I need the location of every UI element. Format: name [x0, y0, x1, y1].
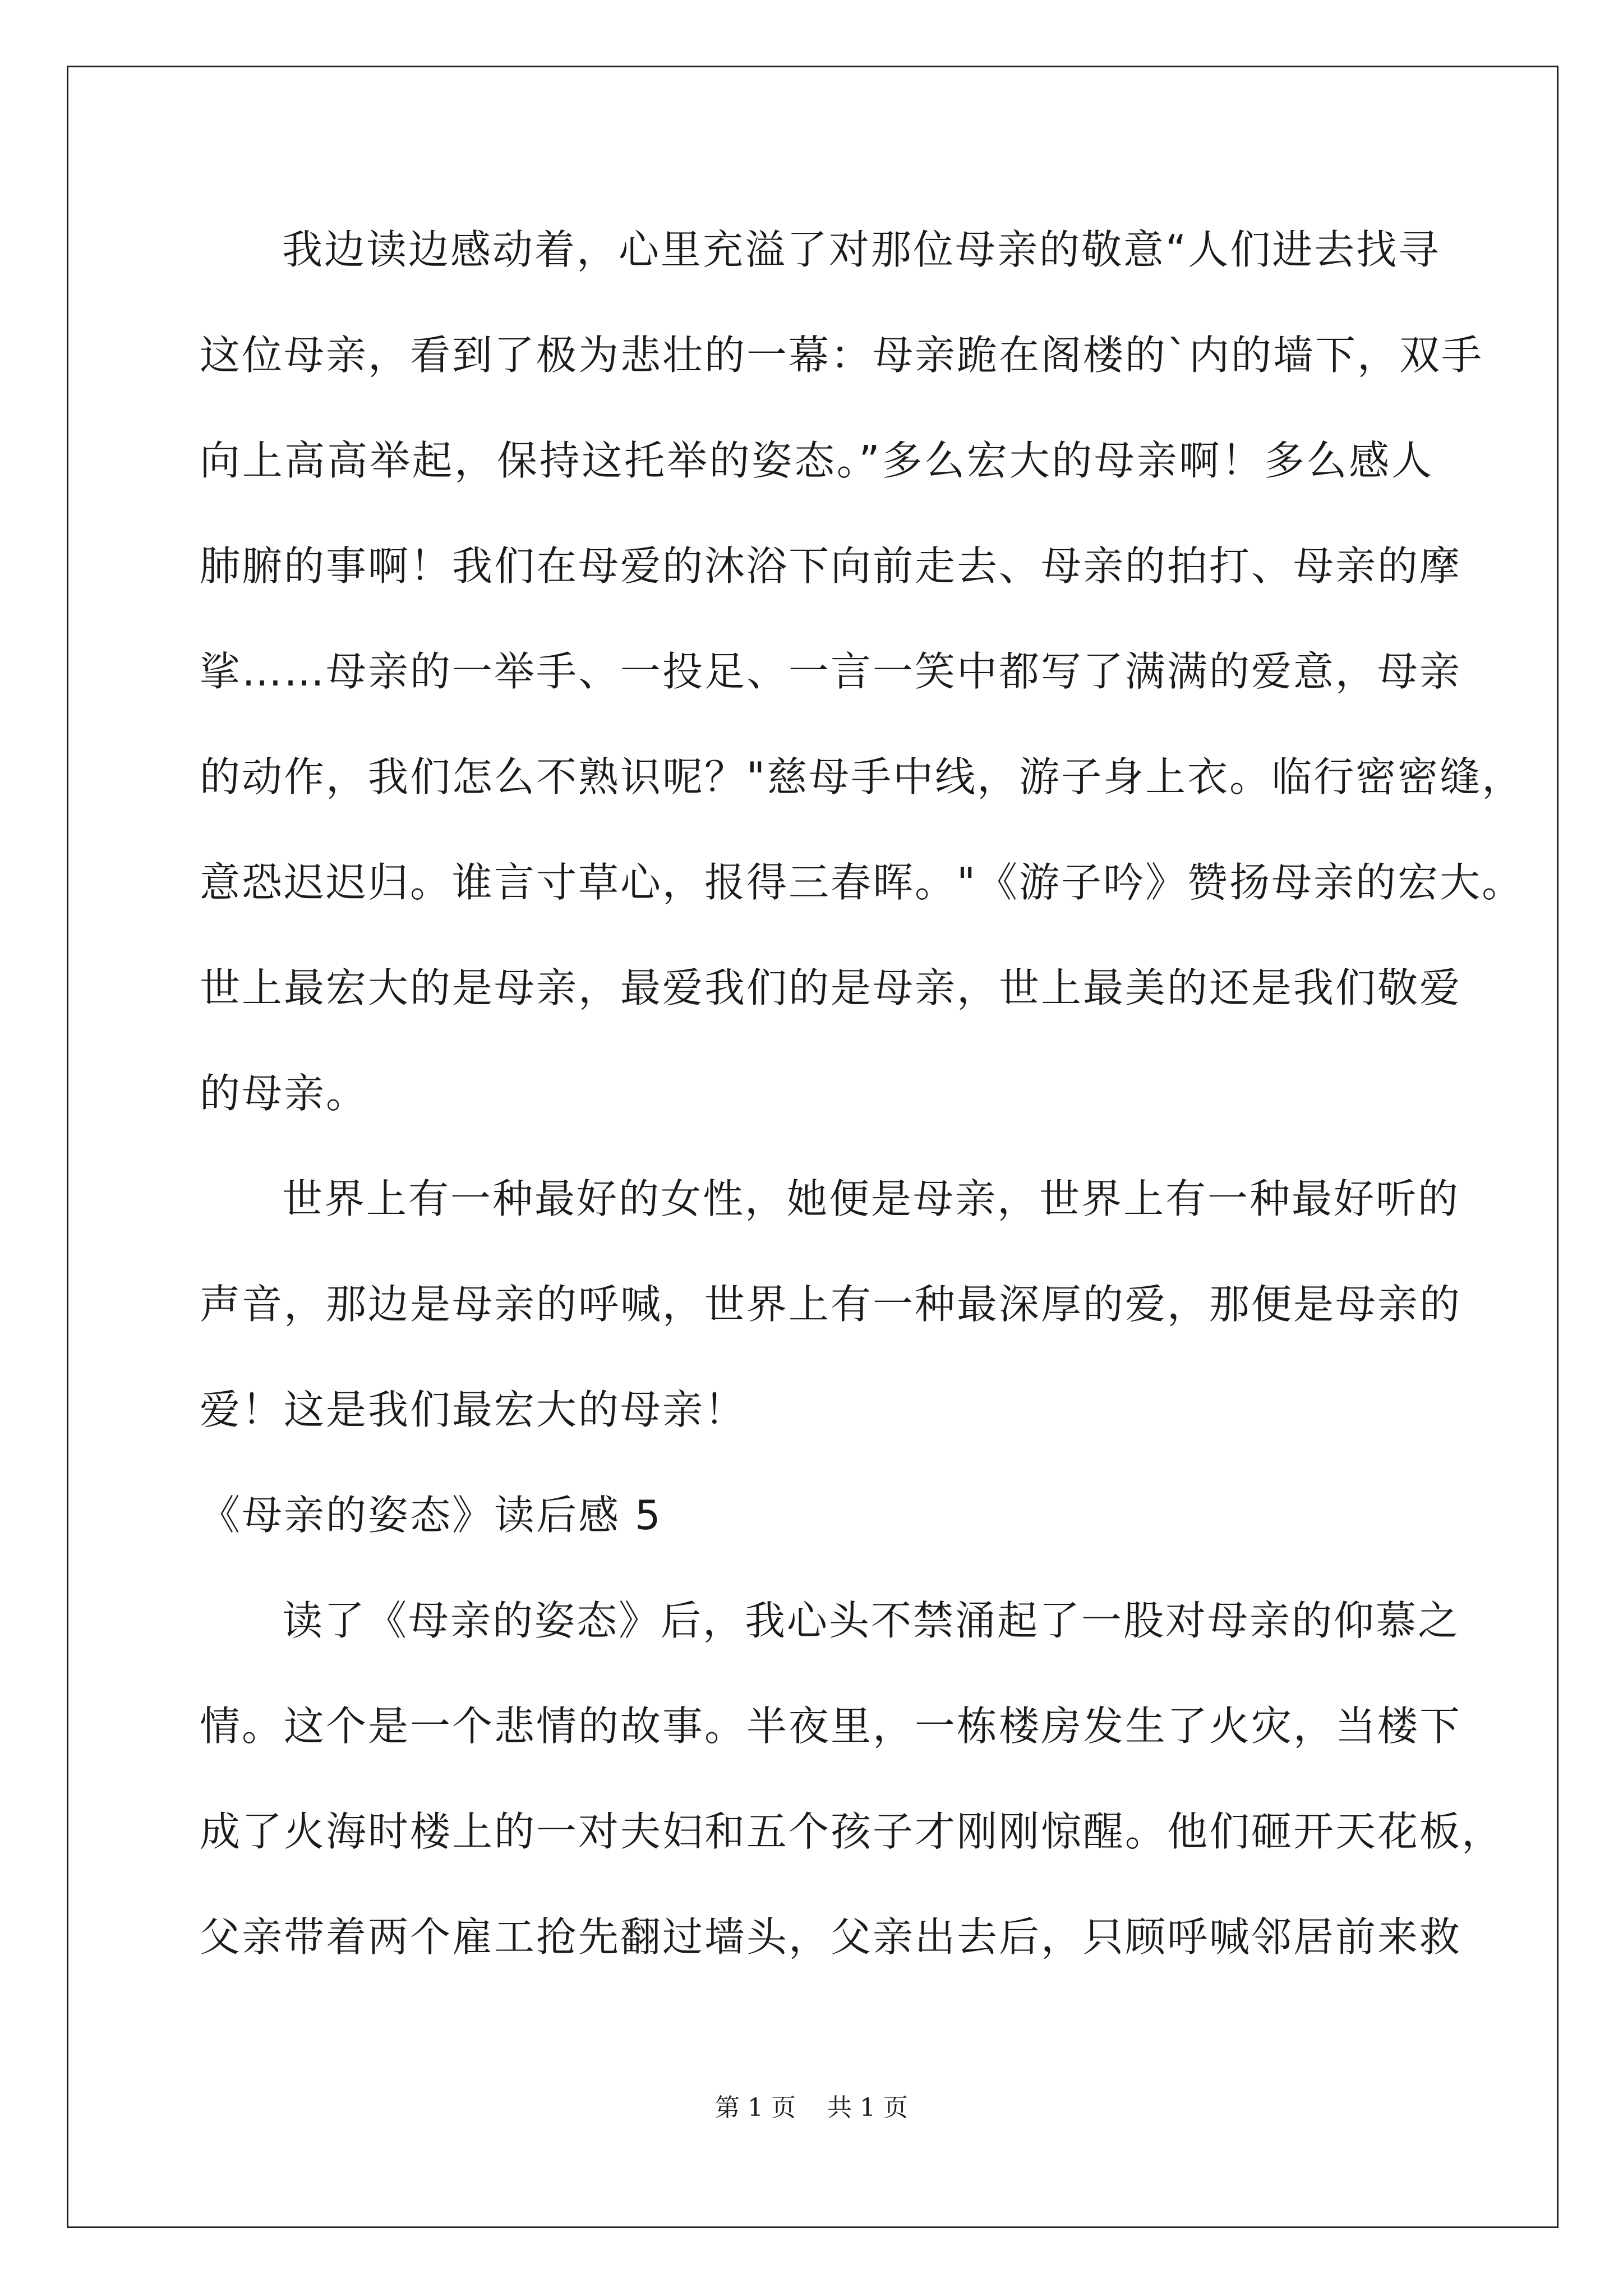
paragraph-1-line-3: 向上高高举起，保持这托举的姿态。”多么宏大的母亲啊！多么感人	[200, 437, 1433, 484]
page-footer: 第 1 页 共 1 页	[715, 2093, 908, 2122]
paragraph-1-line-9: 的母亲。	[200, 1070, 368, 1117]
paragraph-3-line-1: 读了《母亲的姿态》后，我心头不禁涌起了一股对母亲的仰慕之	[282, 1597, 1460, 1644]
section-heading: 《母亲的姿态》读后感 5	[200, 1492, 662, 1539]
paragraph-3-line-3: 成了火海时楼上的一对夫妇和五个孩子才刚刚惊醒。他们砸开天花板，	[200, 1808, 1504, 1855]
paragraph-1-line-2: 这位母亲，看到了极为悲壮的一幕：母亲跪在阁楼的`内的墙下，双手	[200, 332, 1484, 379]
paragraph-1-line-8: 世上最宏大的是母亲，最爱我们的是母亲，世上最美的还是我们敬爱	[200, 964, 1462, 1011]
paragraph-3-line-2: 情。这个是一个悲情的故事。半夜里，一栋楼房发生了火灾，当楼下	[200, 1703, 1462, 1750]
paragraph-2-line-2: 声音，那边是母亲的呼喊，世界上有一种最深厚的爱，那便是母亲的	[200, 1281, 1462, 1328]
paragraph-3-line-4: 父亲带着两个雇工抢先翻过墙头，父亲出去后，只顾呼喊邻居前来救	[200, 1913, 1462, 1961]
paragraph-1-line-1: 我边读边感动着，心里充溢了对那位母亲的敬意“人们进去找寻	[282, 226, 1441, 273]
paragraph-1-line-6: 的动作，我们怎么不熟识呢？"慈母手中线，游子身上衣。临行密密缝，	[200, 753, 1524, 800]
paragraph-1-line-5: 挲……母亲的一举手、一投足、一言一笑中都写了满满的爱意，母亲	[200, 648, 1462, 695]
paragraph-2-line-1: 世界上有一种最好的女性，她便是母亲，世界上有一种最好听的	[282, 1175, 1460, 1222]
paragraph-2-line-3: 爱！这是我们最宏大的母亲！	[200, 1386, 747, 1433]
page-border	[67, 66, 1559, 2228]
paragraph-1-line-4: 肺腑的事啊！我们在母爱的沐浴下向前走去、母亲的拍打、母亲的摩	[200, 542, 1462, 590]
paragraph-1-line-7: 意恐迟迟归。谁言寸草心，报得三春晖。"《游子吟》赞扬母亲的宏大。	[200, 859, 1524, 906]
